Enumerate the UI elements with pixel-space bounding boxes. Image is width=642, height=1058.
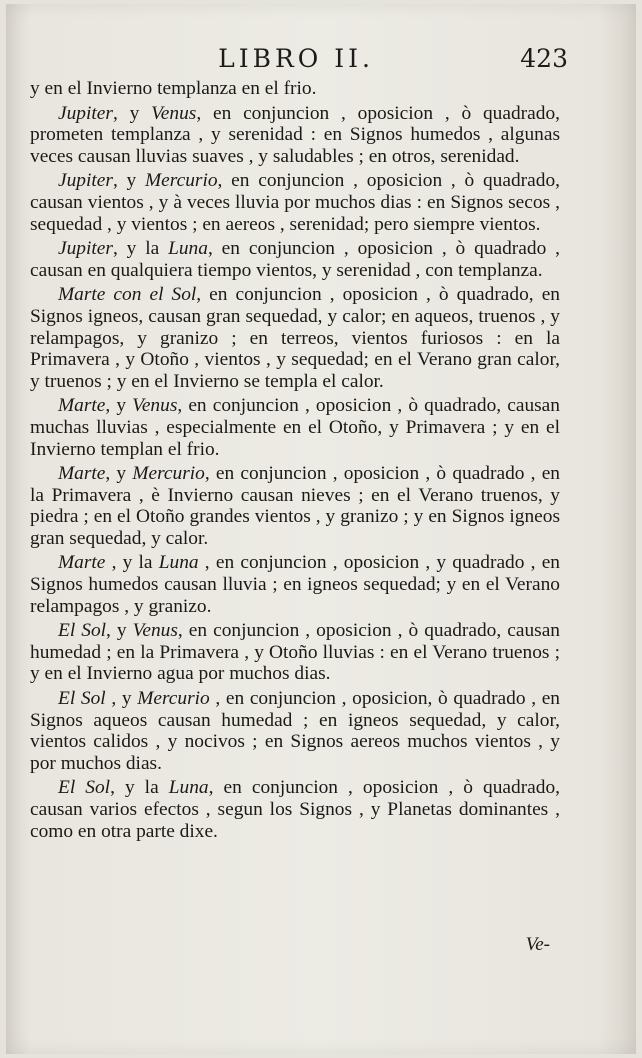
paragraph-text: , y bbox=[106, 620, 133, 642]
planet-name: Marte bbox=[58, 552, 106, 574]
paragraph bbox=[30, 395, 560, 460]
planet-name: Venus bbox=[151, 102, 197, 124]
paragraph bbox=[30, 688, 560, 774]
paragraph-text: , en conjuncion , oposicion , ò quadrado, en Signos igneos, causan gran sequedad, y calor; en aqueos, truenos , y relampagos, y granizo ; en terreos, vientos furiosos : en la Primavera , y Otoño , vientos , y sequedad; en el Verano gran calor, y truenos ; y en el Invierno se templa el calor. bbox=[30, 284, 560, 392]
running-title: LIBRO II. bbox=[218, 44, 374, 73]
paragraph-text: , en conjuncion , oposicion , ò quadrado, causan vientos , y à veces lluvia por muchos dias : en Signos secos , sequedad , y vientos ; en aereos , serenidad; pero siempre vientos. bbox=[30, 170, 560, 235]
paragraph bbox=[30, 284, 560, 392]
paragraph bbox=[30, 620, 560, 685]
planet-name: Marte con el Sol bbox=[58, 284, 197, 306]
paragraph-text: , y bbox=[105, 688, 138, 710]
catchword: Ve- bbox=[525, 934, 550, 955]
paragraph-text: , en conjuncion , oposicion , ò quadrado, prometen templanza , y serenidad : en Signos humedos , algunas veces causan lluvias suaves , y saludables ; en otros, serenidad. bbox=[30, 102, 560, 167]
planet-name: Luna bbox=[158, 552, 199, 574]
paragraph-text: , y la bbox=[110, 777, 169, 799]
paragraph bbox=[30, 103, 560, 168]
planet-name: El Sol bbox=[58, 688, 106, 710]
page-header bbox=[36, 44, 568, 76]
paragraph-text: , en conjuncion , oposicion, ò quadrado , en Signos aqueos causan humedad ; en igneos sequedad, y calor, vientos calidos , y nocivos ; en Signos aereos muchos vientos , y por muchos dias. bbox=[30, 688, 561, 774]
paragraph bbox=[30, 777, 560, 842]
paragraph-text: , en conjuncion , oposicion , ò quadrado, causan humedad ; en la Primavera , y Otoño lluvias : en el Verano truenos ; y en el Invierno agua por muchos dias. bbox=[30, 620, 560, 685]
planet-name: Jupiter bbox=[58, 102, 113, 124]
paragraph-text: , en conjuncion , oposicion , ò quadrado, causan varios efectos , segun los Signos , y Planetas dominantes , como en otra parte dixe. bbox=[30, 777, 560, 842]
body-text bbox=[30, 78, 560, 842]
paragraph-text: y en el Invierno templanza en el frio. bbox=[30, 78, 317, 99]
planet-name: Venus bbox=[132, 620, 178, 642]
planet-name: Venus bbox=[132, 395, 178, 417]
planet-name: Luna bbox=[168, 777, 209, 799]
paragraph bbox=[30, 463, 560, 549]
paragraph-text: , en conjuncion , oposicion , y quadrado , en Signos humedos causan lluvia ; en igneos sequedad; y en el Verano relampagos , y granizo. bbox=[30, 552, 560, 617]
paragraph-text: , y la bbox=[112, 238, 169, 260]
paragraph-text: , y bbox=[112, 102, 152, 124]
paragraph bbox=[30, 78, 560, 100]
paragraph-text: , en conjuncion , oposicion , ò quadrado, causan muchas lluvias , especialmente en el Otoño, y Primavera ; y en el Invierno templan el frio. bbox=[30, 395, 560, 460]
planet-name: Mercurio bbox=[137, 688, 210, 710]
paragraph-text: , en conjuncion , oposicion , ò quadrado , en la Primavera , è Invierno causan nieves ; en el Verano truenos, y piedra ; en el Otoño grandes vientos , y granizo ; y en Signos igneos gran sequedad, y calor. bbox=[30, 463, 560, 549]
planet-name: El Sol bbox=[58, 620, 107, 642]
paragraph bbox=[30, 552, 560, 617]
planet-name: Jupiter bbox=[58, 238, 113, 260]
paragraph-text: , en conjuncion , oposicion , ò quadrado , causan en qualquiera tiempo vientos, y serenidad , con templanza. bbox=[30, 238, 560, 281]
planet-name: El Sol bbox=[58, 777, 111, 799]
paragraph bbox=[30, 170, 560, 235]
planet-name: Mercurio bbox=[145, 170, 218, 192]
planet-name: Mercurio bbox=[132, 463, 205, 485]
planet-name: Marte bbox=[58, 395, 106, 417]
page-number: 423 bbox=[520, 44, 568, 73]
paragraph-text: , y bbox=[105, 395, 133, 417]
paragraph bbox=[30, 238, 560, 281]
planet-name: Luna bbox=[168, 238, 208, 260]
planet-name: Jupiter bbox=[58, 170, 113, 192]
planet-name: Marte bbox=[58, 463, 106, 485]
paragraph-text: , y bbox=[105, 463, 133, 485]
paragraph-text: , y bbox=[112, 170, 146, 192]
paragraph-text: , y la bbox=[105, 552, 159, 574]
book-page bbox=[6, 4, 636, 1054]
